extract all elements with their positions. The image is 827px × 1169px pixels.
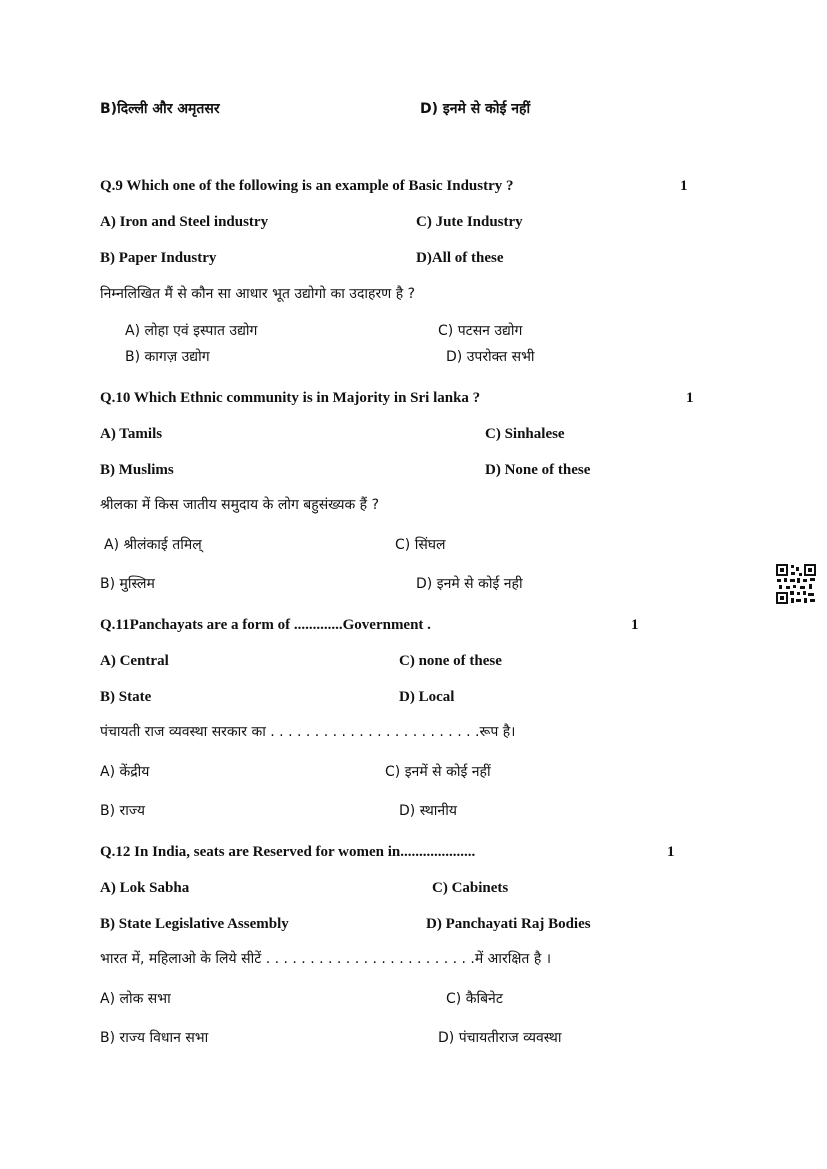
question-12-hindi-option-a: A) लोक सभा	[100, 991, 171, 1007]
question-11-option-d: D) Local	[399, 689, 455, 705]
question-9-hindi-option-a: A) लोहा एवं इस्पात उद्योग	[125, 323, 258, 339]
question-10-hindi-text: श्रीलका में किस जातीय समुदाय के लोग बहुसंख्यक हैं ?	[100, 497, 379, 513]
question-9-option-b: B) Paper Industry	[100, 250, 217, 266]
question-12-option-d: D) Panchayati Raj Bodies	[426, 916, 591, 932]
question-11-hindi-option-c: C) इनमें से कोई नहीं	[385, 764, 491, 780]
question-9-hindi-option-c: C) पटसन उद्योग	[438, 323, 523, 339]
question-9-hindi-option-d: D) उपरोक्त सभी	[446, 349, 535, 365]
question-10-option-d: D) None of these	[485, 462, 591, 478]
question-11-option-b: B) State	[100, 689, 152, 705]
question-9-option-d: D)All of these	[416, 250, 504, 266]
question-10-option-c: C) Sinhalese	[485, 426, 565, 442]
question-12-hindi-option-c: C) कैबिनेट	[446, 991, 503, 1007]
question-11-hindi-text: पंचायती राज व्यवस्था सरकार का . . . . . . . . . . . . . . . . . . . . . . . .रूप है।	[100, 724, 516, 740]
question-9-marks: 1	[680, 178, 688, 194]
question-11-hindi-option-b: B) राज्य	[100, 803, 145, 819]
question-10-hindi-option-a: A) श्रीलंकाई तमिल्	[104, 537, 202, 553]
question-9-option-a: A) Iron and Steel industry	[100, 214, 269, 230]
question-10-marks: 1	[686, 390, 694, 406]
question-11-option-a: A) Central	[100, 653, 169, 669]
question-9-hindi-text: निम्नलिखित मैं से कौन सा आधार भूत उद्योगो का उदाहरण है ?	[100, 286, 416, 302]
question-9-option-c: C) Jute Industry	[416, 214, 523, 230]
question-10-hindi-option-b: B) मुस्लिम	[100, 576, 155, 592]
question-10-hindi-option-c: C) सिंघल	[395, 537, 446, 553]
question-11-marks: 1	[631, 617, 639, 633]
question-12-hindi-option-d: D) पंचायतीराज व्यवस्था	[438, 1030, 562, 1046]
question-12-hindi-option-b: B) राज्य विधान सभा	[100, 1030, 209, 1046]
question-11-hindi-option-a: A) केंद्रीय	[100, 764, 150, 780]
question-10-option-a: A) Tamils	[100, 426, 163, 442]
qr-code-icon	[776, 564, 816, 604]
question-11-text: Q.11Panchayats are a form of .............Government .	[100, 617, 431, 633]
prev-option-d: D) इनमे से कोई नहीं	[420, 101, 531, 117]
question-10-text: Q.10 Which Ethnic community is in Majority in Sri lanka ?	[100, 390, 481, 406]
question-12-option-a: A) Lok Sabha	[100, 880, 190, 896]
question-11-option-c: C) none of these	[399, 653, 502, 669]
question-12-marks: 1	[667, 844, 675, 860]
question-9-text: Q.9 Which one of the following is an example of Basic Industry ?	[100, 178, 514, 194]
question-9-hindi-option-b: B) कागज़ उद्योग	[125, 349, 210, 365]
prev-option-b: B)दिल्ली और अमृतसर	[100, 101, 220, 117]
question-12-option-c: C) Cabinets	[432, 880, 509, 896]
question-12-option-b: B) State Legislative Assembly	[100, 916, 289, 932]
question-10-option-b: B) Muslims	[100, 462, 174, 478]
question-12-hindi-text: भारत में, महिलाओ के लिये सीटें . . . . . . . . . . . . . . . . . . . . . . . .में आरक्षित है ।	[100, 951, 552, 967]
question-12-text: Q.12 In India, seats are Reserved for women in....................	[100, 844, 476, 860]
question-10-hindi-option-d: D) इनमे से कोई नही	[416, 576, 523, 592]
question-11-hindi-option-d: D) स्थानीय	[399, 803, 457, 819]
